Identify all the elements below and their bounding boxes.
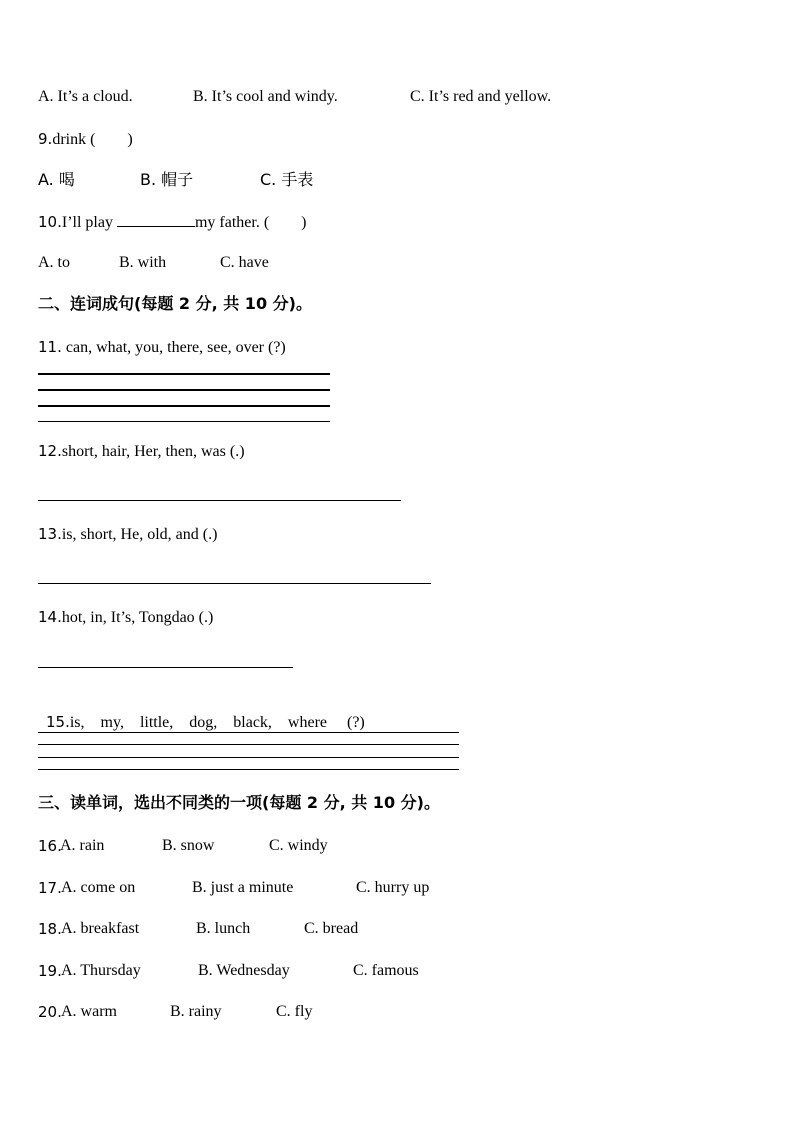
q18-option-a: A. breakfast [61, 920, 140, 937]
q14-text: hot, in, It’s, Tongdao (.) [61, 609, 214, 626]
q10-option-c: C. have [220, 254, 269, 271]
q15-answer-line-1[interactable] [38, 732, 459, 733]
q20-option-b: B. rainy [170, 1003, 222, 1020]
q16-option-c: C. windy [269, 837, 328, 854]
q12-answer-line[interactable] [38, 500, 401, 501]
q8-option-a: A. It’s a cloud. [38, 88, 133, 105]
q15-text: is, my, little, dog, black, where (?) [69, 714, 365, 731]
q12-text: short, hair, Her, then, was (.) [61, 443, 245, 460]
q11-answer-line-3[interactable] [38, 405, 330, 407]
q12-number: 12. [38, 442, 62, 460]
q15-number: 15. [46, 713, 70, 731]
q17-option-a: A. come on [61, 879, 136, 896]
q11-text: can, what, you, there, see, over (?) [61, 339, 286, 356]
q17-option-b: B. just a minute [192, 879, 294, 896]
q10-text-after: my father. ( ) [194, 214, 307, 231]
question-11 [38, 336, 286, 358]
q19-option-a: A. Thursday [61, 962, 141, 979]
q19-number: 19. [38, 962, 62, 980]
q13-text: is, short, He, old, and (.) [61, 526, 218, 543]
q10-option-b: B. with [119, 254, 167, 271]
q18-option-c: C. bread [304, 920, 359, 937]
q18-number: 18. [38, 920, 62, 938]
q9-option-b: B. 帽子 [140, 170, 194, 189]
q15-answer-line-3[interactable] [38, 757, 459, 758]
question-9 [38, 128, 133, 150]
section-2-heading: 二、连词成句(每题 2 分, 共 10 分)。 [38, 294, 312, 313]
q13-number: 13. [38, 525, 62, 543]
q9-option-c: C. 手表 [260, 170, 314, 189]
q18-option-b: B. lunch [196, 920, 251, 937]
q16-option-a: A. rain [60, 837, 105, 854]
q20-option-a: A. warm [61, 1003, 117, 1020]
q13-answer-line[interactable] [38, 583, 431, 584]
q17-option-c: C. hurry up [356, 879, 430, 896]
q20-option-c: C. fly [276, 1003, 313, 1020]
q11-answer-line-4[interactable] [38, 421, 330, 422]
q14-number: 14. [38, 608, 62, 626]
q9-number: 9. [38, 130, 53, 148]
q11-answer-line-2[interactable] [38, 389, 330, 391]
question-12 [38, 440, 245, 462]
q10-text-before: I’ll play [61, 214, 117, 231]
q19-option-b: B. Wednesday [198, 962, 290, 979]
q10-number: 10. [38, 213, 62, 231]
q19-option-c: C. famous [353, 962, 419, 979]
question-13 [38, 523, 217, 545]
q11-answer-line-1[interactable] [38, 373, 330, 375]
q15-answer-line-4[interactable] [38, 769, 459, 770]
q10-option-a: A. to [38, 254, 70, 271]
section-3-heading: 三、读单词，选出不同类的一项(每题 2 分, 共 10 分)。 [38, 793, 440, 812]
q9-option-a: A. 喝 [38, 170, 75, 189]
q9-text: drink ( ) [52, 131, 133, 148]
q16-number: 16. [38, 837, 62, 855]
q20-number: 20. [38, 1003, 62, 1021]
question-14 [38, 606, 213, 628]
q14-answer-line[interactable] [38, 667, 293, 668]
q16-option-b: B. snow [162, 837, 215, 854]
question-10 [38, 211, 306, 233]
q17-number: 17. [38, 879, 62, 897]
q15-answer-line-2[interactable] [38, 744, 459, 745]
q10-answer-blank[interactable] [117, 211, 195, 227]
question-15 [38, 689, 365, 731]
q8-option-c: C. It’s red and yellow. [410, 88, 552, 105]
q8-option-b: B. It’s cool and windy. [193, 88, 338, 105]
q11-number: 11. [38, 338, 62, 356]
